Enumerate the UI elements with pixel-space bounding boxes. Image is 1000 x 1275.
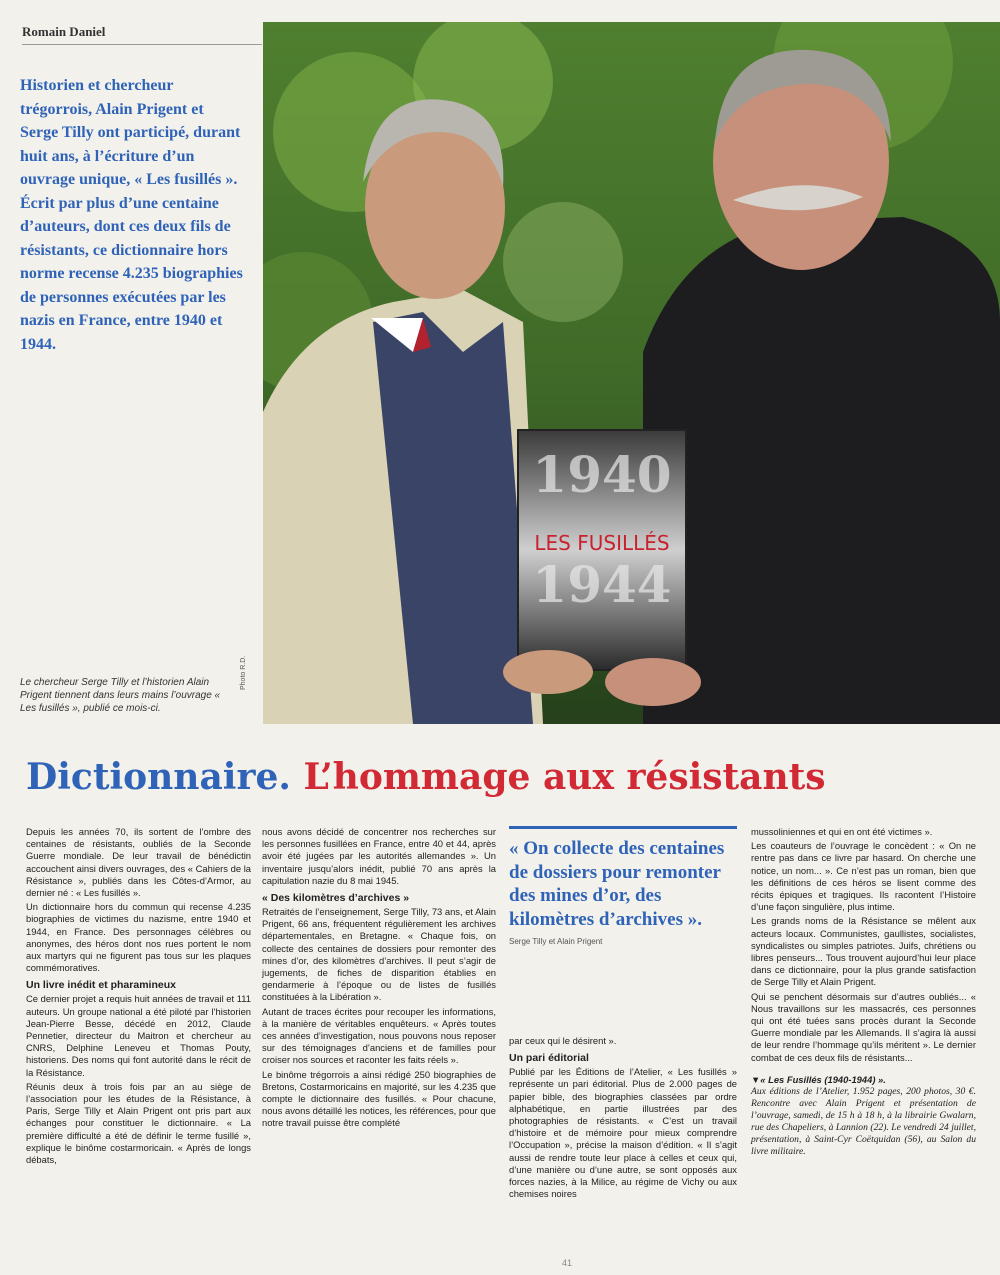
byline-rule	[22, 44, 262, 45]
article-photo	[263, 22, 1000, 724]
photo-credit: Photo R.D.	[240, 655, 247, 690]
paragraph: Retraités de l’enseignement, Serge Tilly, 73 ans, et Alain Prigent, 66 ans, fréquentent régulièrement les archives départementales, en Bretagne. « Chaque fois, on collecte des centaines de dossiers pour remonter des mines d’or, des kilomètres d’archives. Il peut s’agir de jugements, de fiches de disparition établies en gendarmerie à l’époque ou de listes de fusillés constituées à la Libération ».	[262, 906, 496, 1003]
paragraph: Les grands noms de la Résistance se mêlent aux acteurs locaux. Communistes, gaullistes, socialistes, syndicalistes ou simples patriotes. Juifs, chrétiens ou libres penseurs... Tous trouvent aujourd’hui leur place dans ce dictionnaire, pour la plus grande satisfaction de Serge Tilly et Alain Prigent.	[751, 915, 976, 988]
book-title: LES FUSILLÉS	[534, 531, 670, 555]
photo-caption: Le chercheur Serge Tilly et l’historien Alain Prigent tiennent dans leurs mains l’ouvrage « Les fusillés », publié ce mois-ci.	[20, 677, 221, 714]
paragraph: Publié par les Éditions de l’Atelier, « Les fusillés » représente un pari éditorial. Plus de 2.000 pages de papier bible, des biographies classées par ordre alphabétique, en partie illustrées par des photographies de résistants. « C’est un travail d’histoire et de mémoire pour mieux comprendre l’Occupation », précise la maison d’édition. « Il s’agit aussi de rendre toute leur place à celles et ceux qui, d’une manière ou d’une autre, se sont opposés aux forces nazies, à la Milice, au régime de Vichy ou aux chemises noires	[509, 1066, 737, 1200]
paragraph: Le binôme trégorrois a ainsi rédigé 250 biographies de Bretons, Costarmoricains en majorité, sur les 4.235 que compte le dictionnaire des fusillés. « Pour chacune, nous avons détaillé les notices, les références, pour que notre travail puisse être complété	[262, 1068, 496, 1129]
paragraph: Ce dernier projet a requis huit années de travail et 111 auteurs. Un groupe national a été piloté par l’historien Jean-Pierre Besse, décédé en 2012, Claude Pennetier, directeur du Maitron et chercheur au CNRS, Delphine Leneveu et Thomas Pouty, historiens. Des noms qui font autorité dans le récit de la Résistance.	[26, 993, 251, 1078]
book-info-box	[751, 1074, 976, 1158]
paragraph: mussoliniennes et qui en ont été victimes ».	[751, 826, 933, 837]
pull-quote-text: « On collecte des centaines de dossiers pour remonter des mines d’or, des kilomètres d’archives ».	[509, 838, 725, 930]
paragraph: Autant de traces écrites pour recouper les informations, à la manière de véritables enquêteurs. « Après toutes ces années d’investigation, nous pouvons nous reposer sur des témoignages d’anciens et de familles pour croiser nos sources et raconter les faits réels ».	[262, 1005, 496, 1066]
headline	[26, 753, 986, 801]
headline-kicker: Dictionnaire.	[26, 756, 291, 798]
article-column-3	[509, 1035, 737, 1202]
article-column-1	[26, 826, 251, 1168]
paragraph: par ceux qui le désirent ».	[509, 1035, 617, 1046]
subheading: Un livre inédit et pharamineux	[26, 979, 176, 992]
paragraph: Réunis deux à trois fois par an au siège de l’association pour les études de la Résistance, à Paris, Serge Tilly et Alain Prigent ont pris part aux échanges pour constituer le dictionnaire. « La première difficulté a été de définir le terme fusillé », explique le binôme costarmoricain. « Après de longs débats,	[26, 1080, 251, 1166]
book-info-title: ▼« Les Fusillés (1940-1944) ».	[751, 1073, 886, 1085]
pull-quote-author: Serge Tilly et Alain Prigent	[509, 937, 603, 946]
paragraph: Un dictionnaire hors du commun qui recense 4.235 biographies de victimes du nazisme, entre 1940 et 1944, en France. Des personnages célèbres ou anonymes, des héros dont nos rues portent le nom aux martyrs qui ne figurent pas tous sur les plaques commémoratives.	[26, 901, 251, 974]
paragraph: nous avons décidé de concentrer nos recherches sur les personnes fusillées en France, entre 40 et 44, après avoir été jugées par les autorités allemandes ». Un inventaire jusqu’alors inédit, publié 70 ans après la capitulation nazie du 8 mai 1945.	[262, 826, 496, 886]
page-number: 41	[562, 1258, 573, 1268]
article-column-4	[751, 826, 976, 1158]
subheading: « Des kilomètres d’archives »	[262, 892, 410, 905]
book-years-top: 1940	[532, 445, 672, 504]
paragraph: Depuis les années 70, ils sortent de l’ombre des centaines de résistants, oubliés de la Seconde Guerre mondiale. De leur travail de bénédictin accouchent ainsi divers ouvrages, des « Cahiers de la Résistance », publiés dans les Côtes-d’Armor, au dernier né : « Les fusillés ».	[26, 826, 251, 899]
byline: Romain Daniel	[22, 24, 106, 39]
article-column-2	[262, 826, 496, 1132]
photo-illustration	[263, 22, 1000, 724]
pull-quote	[509, 826, 737, 946]
book-years-bottom: 1944	[532, 555, 672, 614]
intro-text: Historien et chercheur trégorrois, Alain Prigent et Serge Tilly ont participé, durant huit ans, à l’écriture d’un ouvrage unique, « Les fusillés ». Écrit par plus d’une centaine d’auteurs, dont ces deux fils de résistants, ce dictionnaire hors norme recense 4.235 biographies de personnes exécutées par les nazis en France, entre 1940 et 1944.	[20, 77, 243, 353]
paragraph: Les coauteurs de l’ouvrage le concèdent : « On ne rentre pas dans ce livre par hasard. On cherche une notice, un nom... ». Ce n’est pas un roman, bien que les définitions de ces héros se lisent comme des récits épiques et tragiques. Ils racontent l’Histoire d’une façon singulière, plus intime.	[751, 840, 976, 913]
headline-title: L’hommage aux résistants	[303, 756, 826, 798]
subheading: Un pari éditorial	[509, 1052, 589, 1065]
book-info-body: Aux éditions de l’Atelier, 1.952 pages, 200 photos, 30 €. Rencontre avec Alain Prigent et présentation de l’ouvrage, samedi, de 15 h à 18 h, à la librairie Gwalarn, rue des Chapeliers, à Lannion (22). Le vendredi 24 juillet, présentation, à Saint-Cyr Coëtquidan (56), au Salon du livre militaire.	[751, 1086, 976, 1158]
paragraph: Qui se penchent désormais sur d’autres oubliés... « Nous travaillons sur les massacrés, ces personnes qui ont été tuées sans procès durant la Seconde Guerre mondiale par les Allemands. Il s’agira là aussi de leur rendre l’hommage qu’ils méritent ». Le dernier combat de ces deux fils de résistants...	[751, 990, 976, 1063]
